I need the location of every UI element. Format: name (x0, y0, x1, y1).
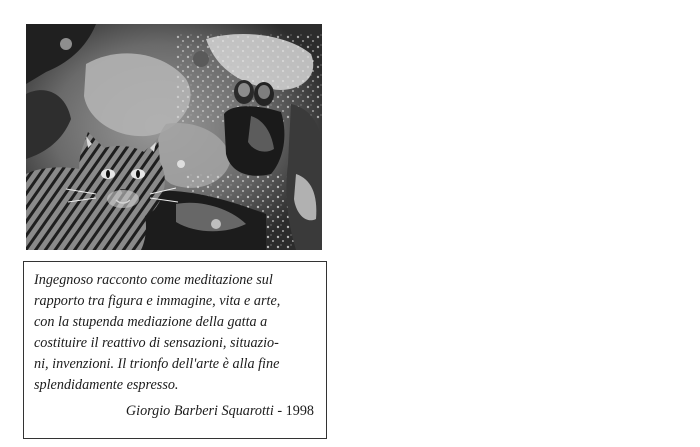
quote-line: ni, invenzioni. Il trionfo dell'arte è alla fine (34, 356, 280, 372)
quote-attribution (126, 401, 314, 422)
quote-author: Giorgio Barberi Squarotti (125, 403, 274, 419)
artwork-image (26, 24, 322, 250)
quote-line: costituire il reattivo di sensazioni, situazio- (34, 335, 279, 351)
review-quote-text (34, 270, 316, 396)
quote-line: con la stupenda mediazione della gatta a (34, 314, 268, 330)
review-quote-box (23, 261, 327, 439)
quote-year: 1998 (285, 403, 314, 419)
tabby-cat-collage-icon (26, 24, 322, 250)
quote-line: Ingegnoso racconto come meditazione sul (34, 272, 273, 288)
attribution-separator: - (273, 403, 286, 419)
quote-line: rapporto tra figura e immagine, vita e arte, (34, 293, 281, 309)
quote-line: splendidamente espresso. (34, 377, 179, 393)
